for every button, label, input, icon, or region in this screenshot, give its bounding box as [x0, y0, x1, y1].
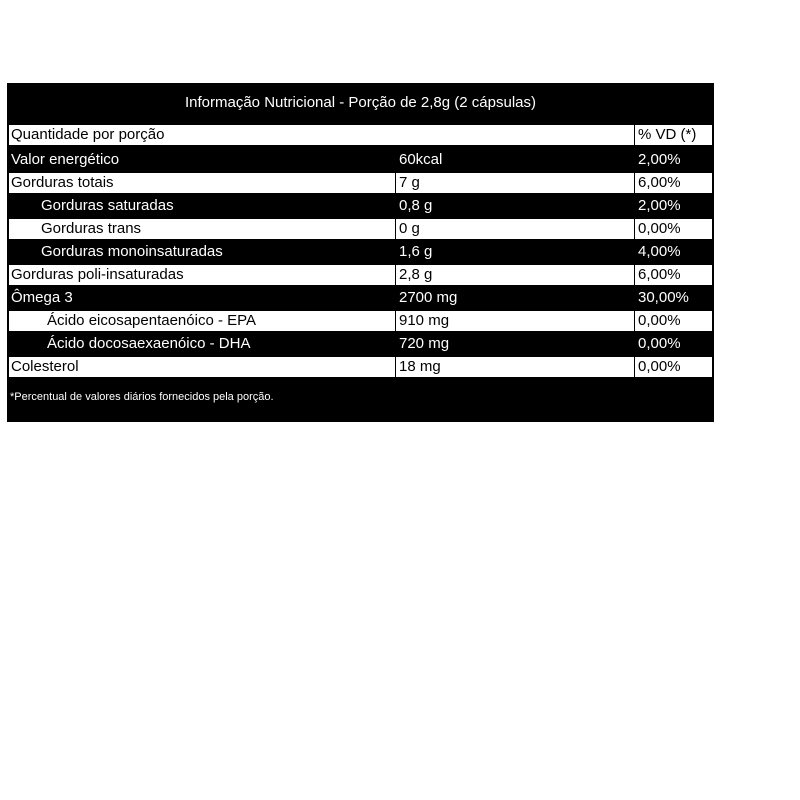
row-vd: 0,00% [638, 335, 681, 352]
row-vd: 0,00% [638, 220, 681, 237]
row-vd: 6,00% [638, 266, 681, 283]
row-amount: 60kcal [399, 151, 443, 168]
row-amount: 0,8 g [399, 197, 433, 214]
row-amount: 18 mg [399, 358, 441, 375]
table-row [9, 219, 712, 239]
table-title: Informação Nutricional - Porção de 2,8g (2 cápsulas) [184, 94, 536, 111]
row-label: Gorduras totais [11, 174, 114, 191]
table-row [9, 288, 712, 308]
table-row [9, 334, 712, 354]
header-label: Quantidade por porção [11, 126, 165, 143]
row-vd: 2,00% [638, 197, 681, 214]
row-vd: 30,00% [638, 289, 689, 306]
table-row [9, 196, 712, 216]
row-amount: 2,8 g [399, 266, 433, 283]
row-vd: 4,00% [638, 243, 681, 260]
row-label: Gorduras poli-insaturadas [11, 266, 184, 283]
row-vd: 2,00% [638, 151, 681, 168]
table-row [9, 311, 712, 331]
row-label: Gorduras monoinsaturadas [41, 243, 223, 260]
row-label: Ácido docosaexaenóico - DHA [47, 335, 251, 352]
table-row [9, 242, 712, 262]
row-vd: 0,00% [638, 358, 681, 375]
row-label: Ômega 3 [11, 289, 73, 306]
table-row [9, 150, 712, 170]
row-amount: 720 mg [399, 335, 450, 352]
table-row [9, 173, 712, 193]
row-vd: 6,00% [638, 174, 681, 191]
header-row [9, 125, 712, 145]
row-amount: 2700 mg [399, 289, 458, 306]
row-vd: 0,00% [638, 312, 681, 329]
row-label: Colesterol [11, 358, 79, 375]
row-label: Gorduras trans [41, 220, 142, 237]
row-amount: 1,6 g [399, 243, 433, 260]
table-row [9, 357, 712, 377]
row-amount: 7 g [399, 174, 420, 191]
table-row [9, 265, 712, 285]
row-amount: 910 mg [399, 312, 450, 329]
nutrition-table [7, 83, 714, 422]
row-label: Gorduras saturadas [41, 197, 174, 214]
row-label: Ácido eicosapentaenóico - EPA [47, 312, 257, 329]
footnote: *Percentual de valores diários fornecidos pela porção. [10, 391, 274, 403]
row-label: Valor energético [11, 151, 120, 168]
header-vd: % VD (*) [638, 126, 697, 143]
row-amount: 0 g [399, 220, 420, 237]
